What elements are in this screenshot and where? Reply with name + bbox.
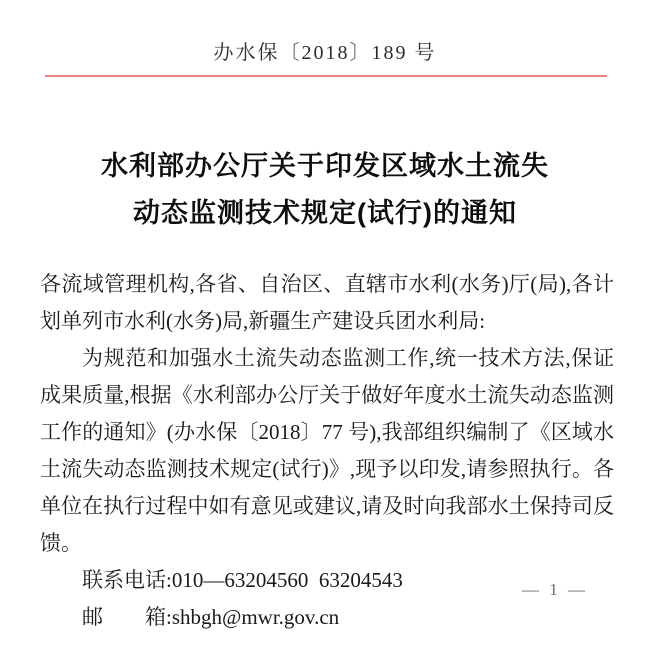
- title-line-2: 动态监测技术规定(试行)的通知: [133, 198, 517, 228]
- contact-email-line: 邮 箱:shbgh@mwr.gov.cn: [82, 605, 340, 629]
- red-divider-line: [45, 75, 607, 77]
- document-title: [0, 143, 650, 237]
- title-line-1: 水利部办公厅关于印发区域水土流失: [101, 151, 549, 181]
- doc-number: 办水保〔2018〕189 号: [213, 42, 437, 64]
- salutation-paragraph: 各流域管理机构,各省、自治区、直辖市水利(水务)厅(局),各计划单列市水利(水务)局,新疆生产建设兵团水利局:: [40, 272, 614, 333]
- contact-phone-line: 联系电话:010—63204560 63204543: [82, 568, 403, 592]
- page-number: — 1 —: [522, 580, 588, 599]
- main-paragraph: 为规范和加强水土流失动态监测工作,统一技术方法,保证成果质量,根据《水利部办公厅关于做好年度水土流失动态监测工作的通知》(办水保〔2018〕77 号),我部组织编制了《区域水土流失动态监测技术规定(试行)》,现予以印发,请参照执行。各单位在执行过程中如有意见或建议,请及时向我部水土保持司反馈。: [40, 346, 614, 555]
